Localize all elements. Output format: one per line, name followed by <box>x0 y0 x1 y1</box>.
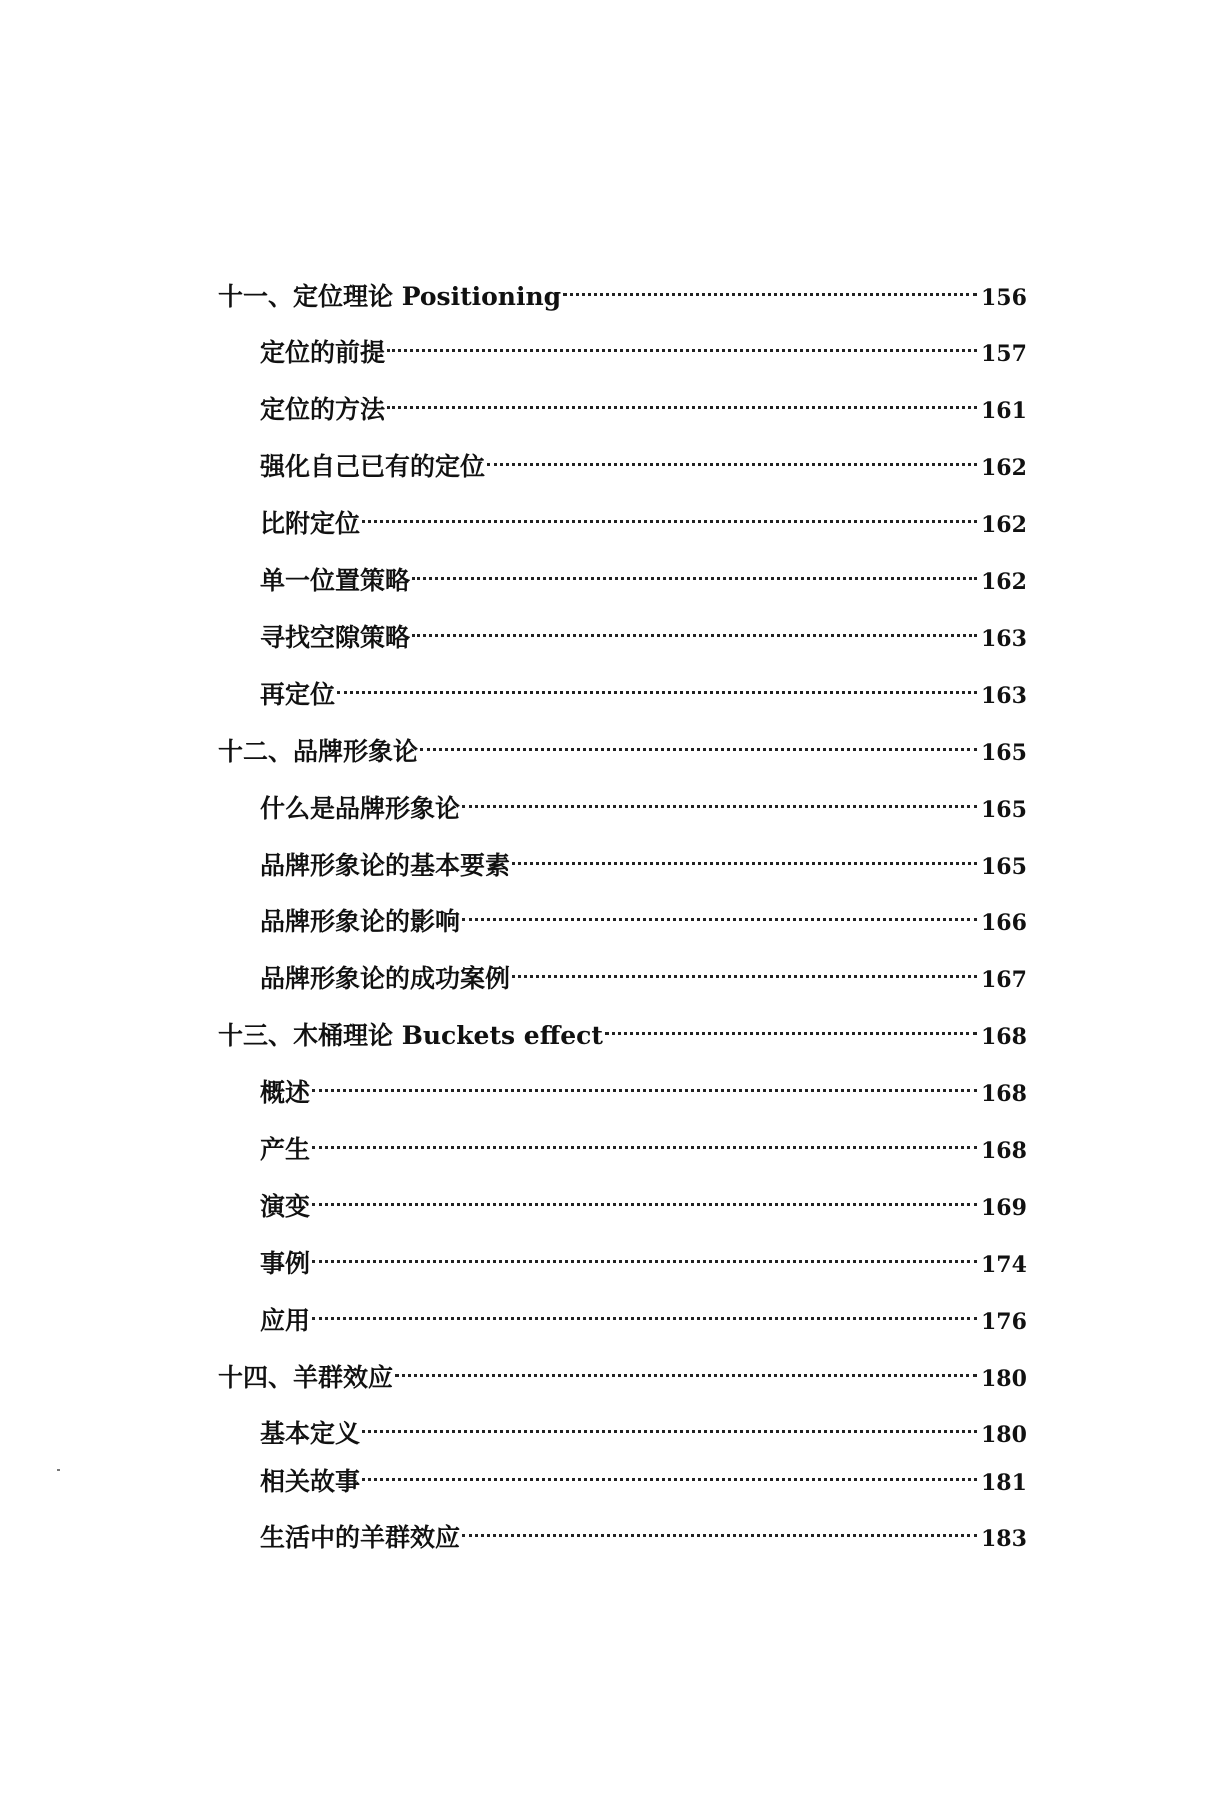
toc-entry-page: 165 <box>981 854 1027 880</box>
toc-entry-title: 定位的前提 <box>260 338 386 367</box>
toc-entry-title: 十二、品牌形象论 <box>218 737 419 766</box>
dot-leader <box>563 293 977 296</box>
dot-leader <box>337 691 977 694</box>
dot-leader <box>512 975 977 978</box>
toc-chapter-12 <box>218 734 1025 770</box>
toc-entry-title: 品牌形象论的影响 <box>260 907 461 936</box>
toc-section <box>260 563 1025 599</box>
toc-entry-page: 162 <box>981 455 1027 481</box>
toc-section <box>260 1416 1025 1452</box>
toc-chapter-13 <box>218 1018 1025 1054</box>
toc-entry-title: 十四、羊群效应 <box>218 1363 394 1392</box>
toc-entry-page: 180 <box>981 1422 1027 1448</box>
dot-leader <box>312 1146 977 1149</box>
toc-entry-title: 事例 <box>260 1249 311 1278</box>
toc-section <box>260 392 1025 428</box>
toc-entry-title: 产生 <box>260 1135 311 1164</box>
toc-section <box>260 1189 1025 1225</box>
toc-entry-page: 163 <box>981 626 1027 652</box>
toc-entry-page: 174 <box>981 1252 1027 1278</box>
dot-leader <box>387 349 977 352</box>
toc-entry-page: 183 <box>981 1526 1027 1552</box>
dot-leader <box>362 520 977 523</box>
dot-leader <box>605 1032 977 1035</box>
toc-entry-title: 演变 <box>260 1192 311 1221</box>
toc-entry-page: 168 <box>981 1024 1027 1050</box>
toc-entry-title: 应用 <box>260 1306 311 1335</box>
dot-leader <box>487 463 977 466</box>
toc-entry-page: 157 <box>981 341 1027 367</box>
dot-leader <box>462 805 977 808</box>
toc-entry-page: 165 <box>981 740 1027 766</box>
toc-section <box>260 335 1025 371</box>
toc-entry-page: 165 <box>981 797 1027 823</box>
dot-leader <box>512 862 977 865</box>
toc-entry-title: 十一、定位理论 Positioning <box>218 282 562 311</box>
dot-leader <box>462 918 977 921</box>
toc-section <box>260 1246 1025 1282</box>
toc-section <box>260 1464 1025 1500</box>
dot-leader <box>312 1317 977 1320</box>
toc-section <box>260 848 1025 884</box>
dot-leader <box>412 634 977 637</box>
toc-chapter-11 <box>218 279 1025 315</box>
dot-leader <box>362 1430 977 1433</box>
dot-leader <box>312 1089 977 1092</box>
toc-section <box>260 1075 1025 1111</box>
toc-section <box>260 961 1025 997</box>
toc-entry-title: 寻找空隙策略 <box>260 623 411 652</box>
toc-section <box>260 677 1025 713</box>
toc-entry-page: 162 <box>981 512 1027 538</box>
toc-entry-title: 十三、木桶理论 Buckets effect <box>218 1021 603 1050</box>
dot-leader <box>462 1534 977 1537</box>
toc-entry-title: 基本定义 <box>260 1419 361 1448</box>
toc-entry-title: 定位的方法 <box>260 395 386 424</box>
toc-entry-page: 168 <box>981 1081 1027 1107</box>
toc-entry-page: 161 <box>981 398 1027 424</box>
dot-leader <box>395 1374 977 1377</box>
dot-leader <box>420 748 977 751</box>
toc-section <box>260 791 1025 827</box>
toc-entry-page: 176 <box>981 1309 1027 1335</box>
toc-entry-page: 162 <box>981 569 1027 595</box>
toc-entry-page: 167 <box>981 967 1027 993</box>
toc-section <box>260 904 1025 940</box>
toc-entry-title: 概述 <box>260 1078 311 1107</box>
toc-entry-title: 强化自己已有的定位 <box>260 452 486 481</box>
toc-entry-page: 169 <box>981 1195 1027 1221</box>
dot-leader <box>412 577 977 580</box>
toc-entry-title: 生活中的羊群效应 <box>260 1523 461 1552</box>
dot-leader <box>312 1203 977 1206</box>
toc-section <box>260 449 1025 485</box>
toc-entry-page: 168 <box>981 1138 1027 1164</box>
toc-entry-page: 180 <box>981 1366 1027 1392</box>
toc-entry-page: 166 <box>981 910 1027 936</box>
toc-entry-page: 181 <box>981 1470 1027 1496</box>
toc-entry-page: 156 <box>981 285 1027 311</box>
toc-entry-title: 品牌形象论的成功案例 <box>260 964 511 993</box>
toc-entry-title: 再定位 <box>260 680 336 709</box>
dot-leader <box>362 1478 977 1481</box>
toc-section <box>260 1132 1025 1168</box>
toc-entry-title: 什么是品牌形象论 <box>260 794 461 823</box>
toc-section <box>260 506 1025 542</box>
toc-entry-title: 单一位置策略 <box>260 566 411 595</box>
toc-entry-page: 163 <box>981 683 1027 709</box>
dot-leader <box>312 1260 977 1263</box>
toc-chapter-14 <box>218 1360 1025 1396</box>
toc-section <box>260 620 1025 656</box>
toc-entry-title: 比附定位 <box>260 509 361 538</box>
toc-section <box>260 1520 1025 1556</box>
toc-entry-title: 相关故事 <box>260 1467 361 1496</box>
scan-speck <box>57 1469 60 1471</box>
toc-section <box>260 1303 1025 1339</box>
dot-leader <box>387 406 977 409</box>
toc-entry-title: 品牌形象论的基本要素 <box>260 851 511 880</box>
